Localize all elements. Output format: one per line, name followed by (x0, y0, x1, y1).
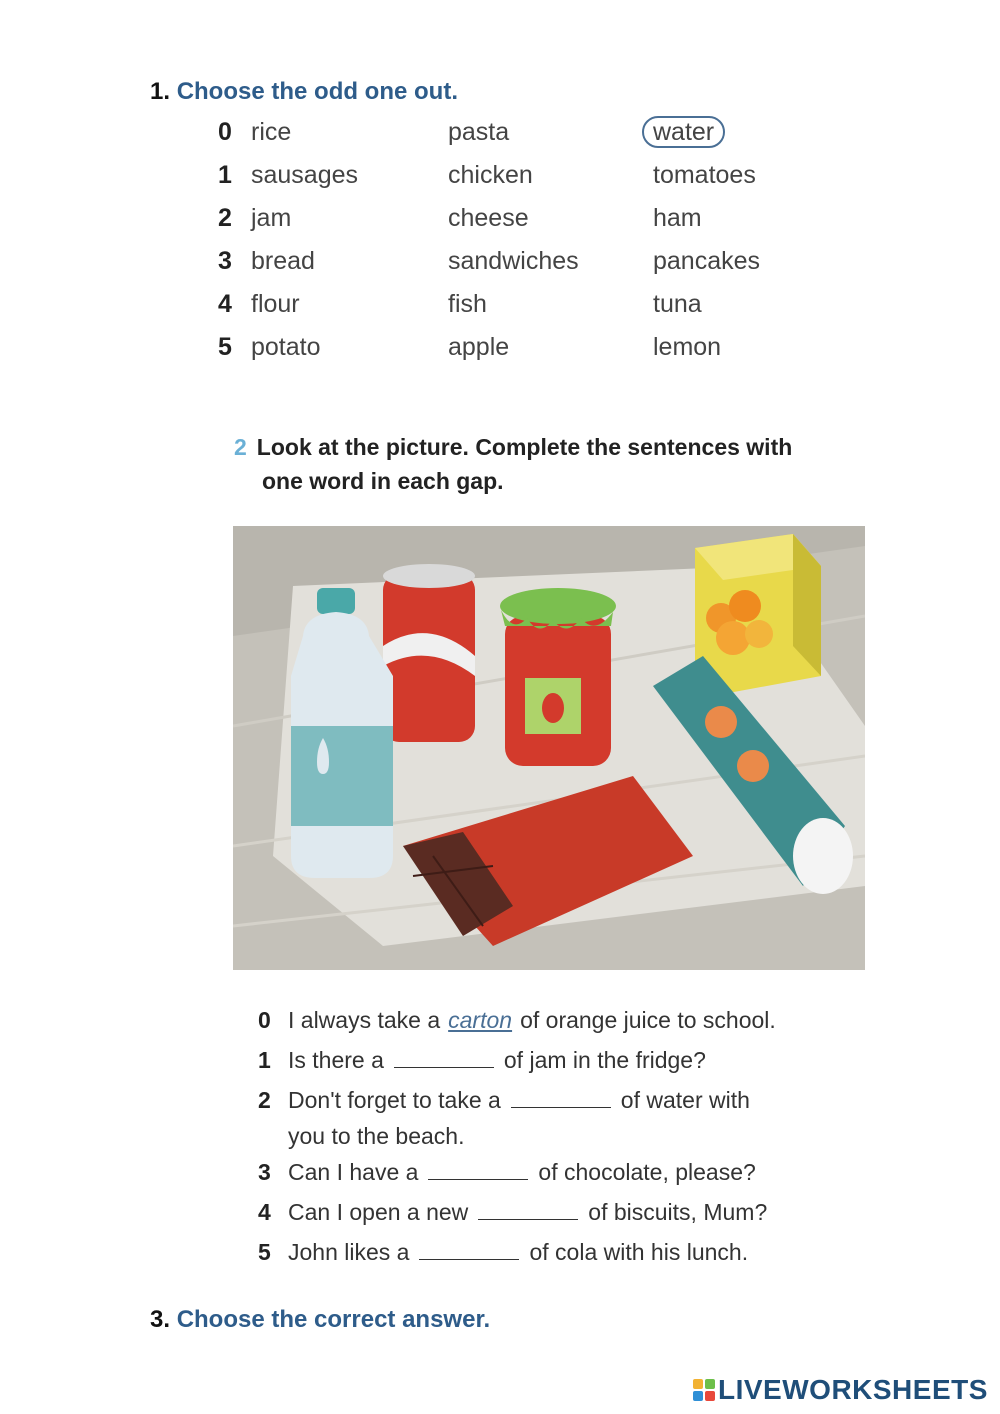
gap-input[interactable] (394, 1045, 494, 1068)
sentence-item (258, 1194, 878, 1234)
word-option[interactable]: fish (448, 290, 487, 318)
exercise2-heading (234, 430, 874, 498)
gap-input[interactable] (428, 1157, 528, 1180)
word-option[interactable]: ham (653, 204, 702, 232)
exercise1-heading (150, 78, 458, 106)
jam-jar (500, 588, 616, 766)
word-option[interactable]: pasta (448, 118, 510, 146)
circled-example-word: water (642, 116, 725, 148)
odd-one-out-list (218, 112, 808, 370)
example-answer: carton (448, 1007, 513, 1033)
odd-one-out-row (218, 241, 808, 284)
word-option[interactable]: pancakes (653, 247, 761, 275)
sentence-text: of orange juice to school. (520, 1007, 776, 1033)
gap-fill-sentences (258, 1002, 878, 1274)
sentence-text: of chocolate, please? (538, 1159, 756, 1185)
word-option[interactable]: sandwiches (448, 247, 579, 275)
exercise1-title: Choose the odd one out. (176, 78, 458, 105)
brand-name: LIVEWORKSHEETS (718, 1374, 988, 1405)
exercise1-number: 1. (150, 78, 171, 105)
odd-one-out-row (218, 198, 808, 241)
sentence-text: I always take a (288, 1007, 441, 1033)
row-number: 1 (218, 161, 232, 189)
sentence-text: Don't forget to take a (288, 1087, 501, 1113)
sentence-text: of biscuits, Mum? (588, 1199, 768, 1225)
gap-input[interactable] (478, 1197, 578, 1220)
word-option[interactable]: cheese (448, 204, 529, 232)
word-option[interactable]: bread (251, 247, 315, 275)
sentence-number: 4 (258, 1199, 271, 1225)
sentence-item (258, 1002, 878, 1042)
sentence-text: Can I have a (288, 1159, 419, 1185)
sentence-text: Is there a (288, 1047, 384, 1073)
exercise2-title-line1: Look at the picture. Complete the sentences with (256, 434, 793, 460)
row-number: 5 (218, 333, 232, 361)
word-option[interactable]: rice (251, 118, 292, 146)
word-option[interactable]: potato (251, 333, 321, 361)
sentence-item (258, 1082, 878, 1154)
word-option[interactable]: chicken (448, 161, 533, 189)
sentence-text: Can I open a new (288, 1199, 469, 1225)
exercise2-title-line2: one word in each gap. (262, 468, 504, 494)
word-option[interactable]: sausages (251, 161, 359, 189)
word-option[interactable]: tuna (653, 290, 702, 318)
sentence-number: 3 (258, 1159, 271, 1185)
odd-one-out-row (218, 155, 808, 198)
odd-one-out-row (218, 284, 808, 327)
sentence-text: of jam in the fridge? (503, 1047, 706, 1073)
liveworksheets-logo[interactable] (692, 1374, 988, 1406)
sentence-text: of water with (620, 1087, 750, 1113)
word-option[interactable]: lemon (653, 333, 722, 361)
exercise3-number: 3. (150, 1306, 171, 1333)
sentence-item (258, 1234, 878, 1274)
exercise2-number: 2 (234, 434, 247, 460)
sentence-text: you to the beach. (288, 1123, 465, 1149)
row-number: 0 (218, 118, 232, 146)
gap-input[interactable] (419, 1237, 519, 1260)
row-number: 2 (218, 204, 232, 232)
row-number: 3 (218, 247, 232, 275)
sentence-text: John likes a (288, 1239, 410, 1265)
sentence-number: 5 (258, 1239, 271, 1265)
sentence-text: of cola with his lunch. (529, 1239, 749, 1265)
sentence-number: 2 (258, 1087, 271, 1113)
odd-one-out-row (218, 327, 808, 370)
exercise3-heading (150, 1306, 490, 1334)
word-option[interactable]: flour (251, 290, 300, 318)
gap-input[interactable] (511, 1085, 611, 1108)
sentence-item (258, 1154, 878, 1194)
food-containers-illustration (233, 526, 865, 970)
sentence-number: 0 (258, 1007, 271, 1033)
word-option[interactable]: tomatoes (653, 161, 756, 189)
word-option[interactable]: jam (251, 204, 292, 232)
odd-one-out-row (218, 112, 808, 155)
sentence-item (258, 1042, 878, 1082)
cola-can (383, 564, 475, 742)
sentence-number: 1 (258, 1047, 271, 1073)
row-number: 4 (218, 290, 232, 318)
liveworksheets-icon (692, 1378, 716, 1402)
word-option[interactable]: apple (448, 333, 510, 361)
exercise3-title: Choose the correct answer. (176, 1306, 491, 1333)
